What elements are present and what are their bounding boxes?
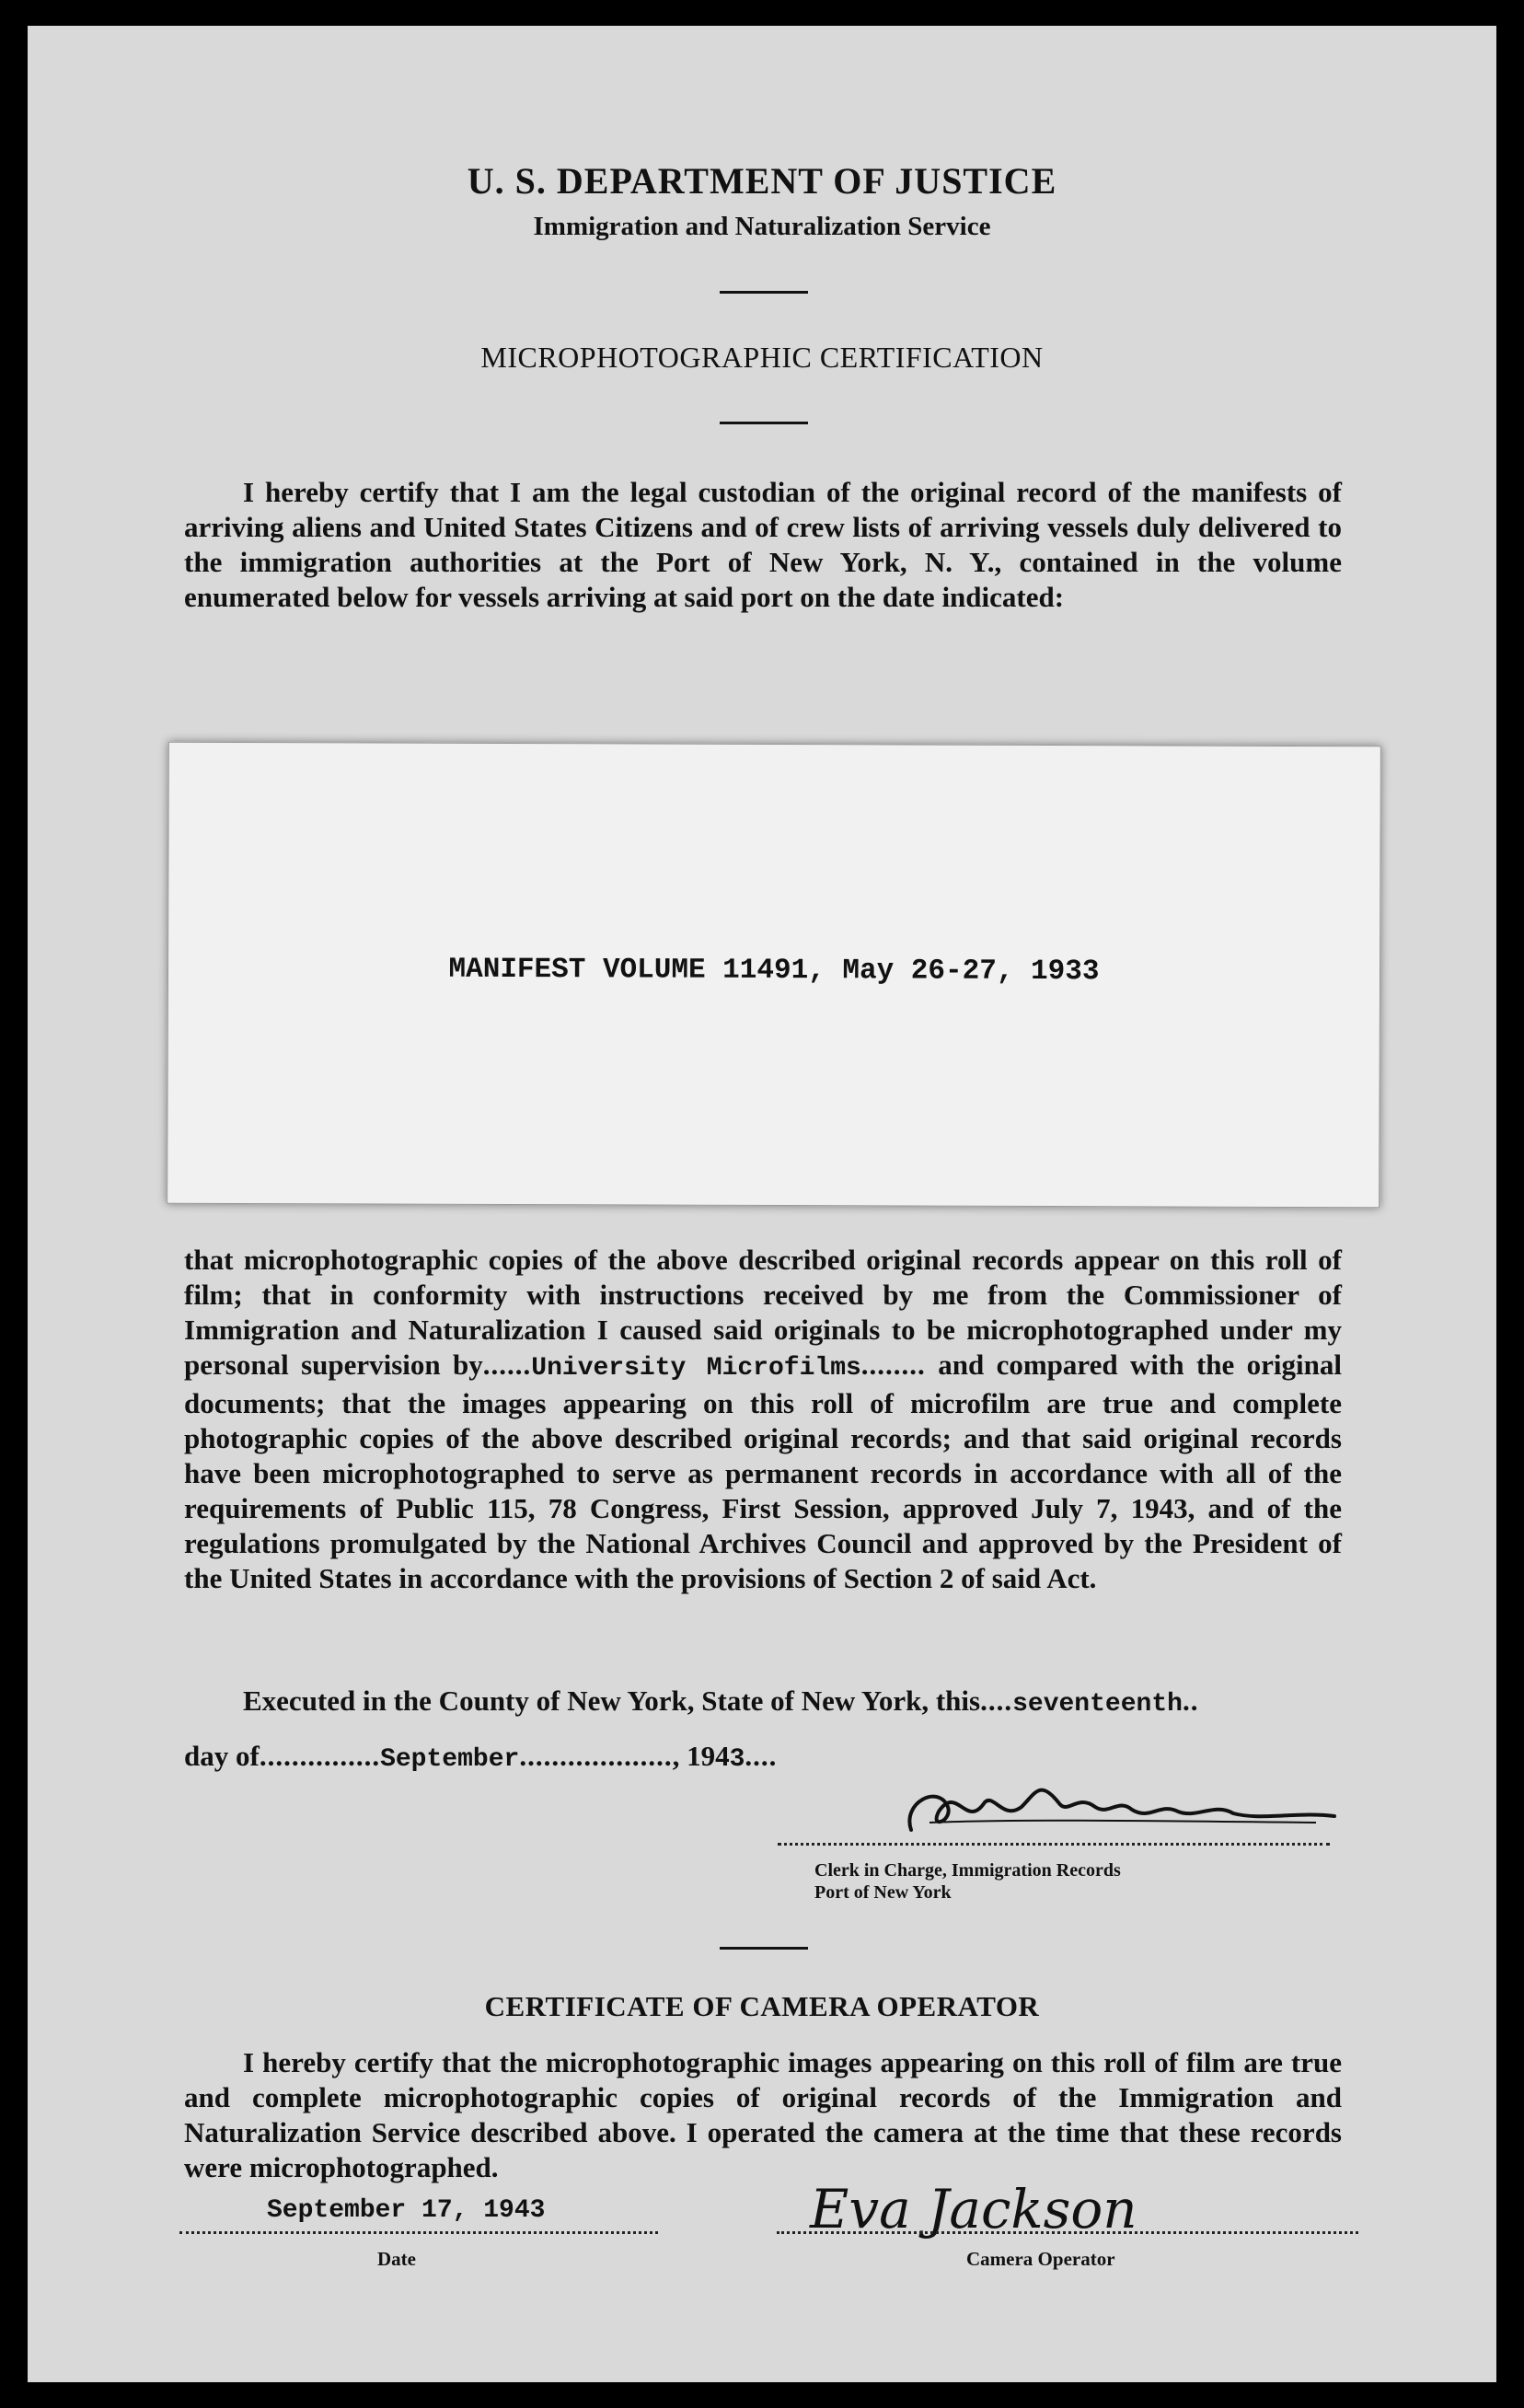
camera-date-label: Date [377,2248,416,2270]
certification-body-part1: that microphotographic copies of the above described original records appear on this roll of film; that in conformity with instructions received by me from the Commissioner of Immigration and Naturalization I caused said originals to be microphotographed under my personal supervision by [184,1244,1342,1381]
operator-signature [782,2152,1242,2253]
executed-text: Executed in the County of New York, State of New York, this [243,1684,981,1717]
divider-bottom [720,1947,808,1950]
svg-text:Eva Jackson: Eva Jackson [810,2178,1137,2240]
year-suffix: 3 [729,1745,745,1774]
clerk-signature [874,1765,1353,1848]
operator-label: Camera Operator [966,2248,1115,2270]
executed-line: Executed in the County of New York, State of New York, this....seventeenth.. [243,1684,1199,1719]
camera-date-line [179,2231,658,2234]
certification-body: that microphotographic copies of the above described original records appear on this roll of film; that in conformity with instructions received by me from the Commissioner of Immigration and Naturalization I caused said originals to be microphotographed under my personal supervision by......University Microfilms........ and compared with the original documents; that the images appearing on this roll of microfilm are true and complete photographic copies of the above described original records; and that said original records have been microphotographed to serve as permanent records in accordance with all of the requirements of Public 115, 78 Congress, First Session, approved July 7, 1943, and of the regulations promulgated by the National Archives Council and approved by the President of the United States in accordance with the provisions of Section 2 of said Act. [184,1244,1343,1594]
camera-date-value: September 17, 1943 [267,2196,546,2225]
certification-body-part2: and compared with the original documents; that the images appearing on this roll of microfilm are true and complete photographic copies of the above described original records; and that said original records have been microphotographed to serve as permanent records in accordance with all of the requirements of Public 115, 78 Congress, First Session, approved July 7, 1943, and of the regulations promulgated by the National Archives Council and approved by the President of the United States in accordance with the provisions of Section 2 of said Act. [184,1349,1343,1594]
divider-top [720,291,808,294]
certification-intro: I hereby certify that I am the legal custodian of the original record of the manifests of arriving aliens and United States Citizens and of crew lists of arriving vessels duly delivered to the immigration authorities at the Port of New York, N. Y., contained in the volume enumerated below for vessels arriving at said port on the date indicated: [184,476,1342,613]
day-value: seventeenth [1012,1690,1183,1719]
certification-heading: MICROPHOTOGRAPHIC CERTIFICATION [480,341,1044,374]
year-prefix: , 194 [672,1740,730,1772]
department-title: U. S. DEPARTMENT OF JUSTICE [467,160,1057,202]
clerk-signature-line [778,1843,1330,1846]
service-subtitle: Immigration and Naturalization Service [533,212,991,241]
day-of-label: day of [184,1740,260,1772]
clerk-title: Clerk in Charge, Immigration Records Port of New York [814,1860,1121,1903]
camera-certificate-heading: CERTIFICATE OF CAMERA OPERATOR [484,1990,1040,2022]
document-page [28,26,1496,2382]
operator-company: University Microfilms [531,1354,861,1383]
divider-mid [720,422,808,424]
camera-certificate-text: I hereby certify that the microphotographic images appearing on this roll of film are true and complete microphotographic copies of original records of the Immigration and Naturalization Service described above. I operated the camera at the time that these records were microphotographed. [184,2046,1342,2183]
operator-signature-line [777,2231,1358,2234]
month-value: September [380,1745,520,1774]
manifest-slip [167,742,1381,1209]
manifest-volume: MANIFEST VOLUME 11491, May 26-27, 1933 [448,953,1100,989]
date-line: day of...............September..................., 1943.... [184,1740,778,1774]
